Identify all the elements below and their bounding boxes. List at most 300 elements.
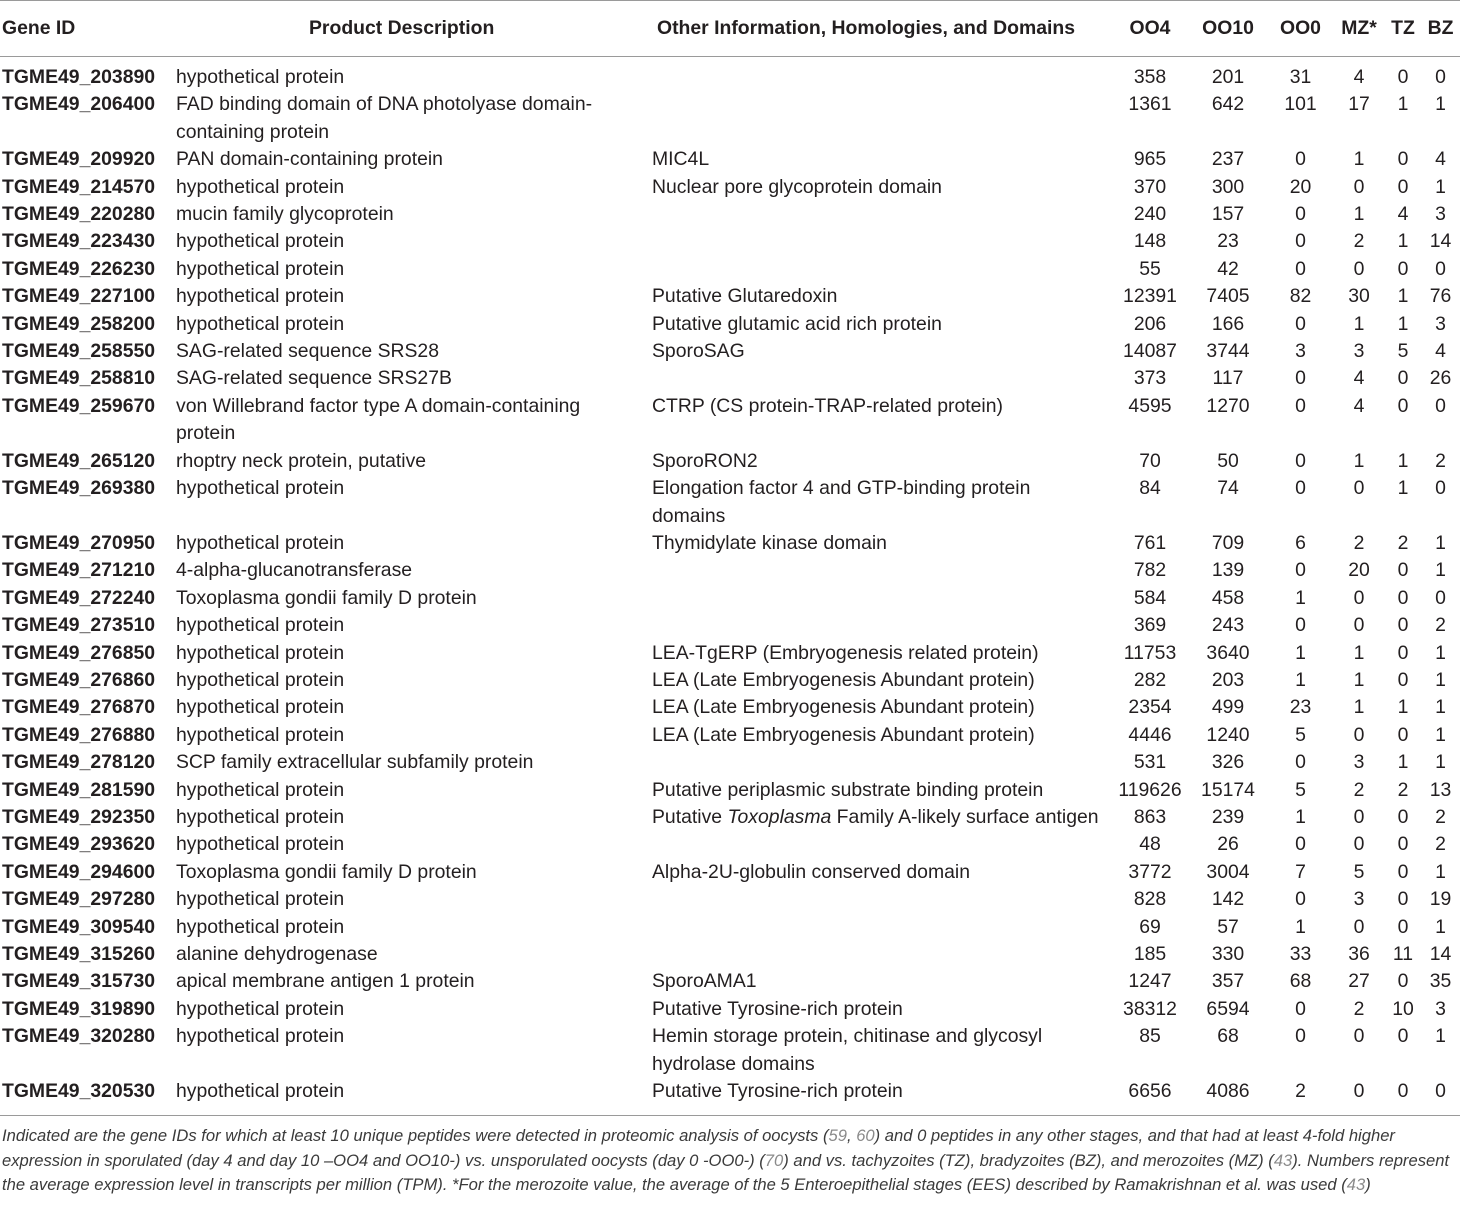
tz-value-cell: 0 xyxy=(1397,833,1409,856)
oo0-value-cell: 0 xyxy=(1295,367,1306,390)
product-description-cell: hypothetical protein xyxy=(176,66,345,88)
bz-value-cell: 26 xyxy=(1429,367,1452,390)
bz-value-cell: 1 xyxy=(1435,915,1446,938)
other-info-cell xyxy=(650,585,1112,612)
tz-value-cell: 1 xyxy=(1397,230,1409,253)
bz-value-cell: 35 xyxy=(1429,970,1452,993)
gene-id-cell: TGME49_203890 xyxy=(2,66,156,88)
bz-value-cell: 14 xyxy=(1429,230,1452,253)
oo0-value-cell: 0 xyxy=(1295,312,1306,335)
oo0-value-cell: 0 xyxy=(1295,203,1306,226)
product-description-cell: hypothetical protein xyxy=(176,175,345,198)
oo10-value-cell: 237 xyxy=(1211,148,1245,171)
tz-value-cell: 1 xyxy=(1397,93,1409,116)
bz-value-cell: 1 xyxy=(1435,531,1446,554)
tz-value-cell: 0 xyxy=(1397,394,1409,417)
bz-value-cell: 2 xyxy=(1435,805,1446,828)
product-description-cell: hypothetical protein xyxy=(176,531,345,554)
other-info-cell xyxy=(650,91,1112,146)
other-info-cell xyxy=(650,941,1112,968)
mz-value-cell: 0 xyxy=(1353,257,1365,280)
oo10-value-cell: 74 xyxy=(1217,477,1239,500)
bz-value-cell: 1 xyxy=(1435,860,1446,883)
oo4-value-cell: 828 xyxy=(1133,888,1167,911)
mz-value-cell: 0 xyxy=(1353,586,1365,609)
other-info-cell xyxy=(650,557,1112,584)
other-info-cell xyxy=(650,831,1112,858)
oo4-value-cell: 206 xyxy=(1133,312,1167,335)
gene-id-cell: TGME49_278120 xyxy=(2,751,156,774)
mz-value-cell: 1 xyxy=(1353,696,1365,719)
product-description-cell: SAG-related sequence SRS28 xyxy=(176,340,440,363)
mz-value-cell: 1 xyxy=(1353,668,1365,691)
other-info-cell xyxy=(650,365,1112,392)
mz-value-cell: 17 xyxy=(1348,93,1370,116)
bz-value-cell: 2 xyxy=(1435,449,1446,472)
tz-value-cell: 1 xyxy=(1397,285,1409,308)
caption-text: , xyxy=(846,1126,857,1145)
product-description-cell: hypothetical protein xyxy=(176,915,345,938)
table-row xyxy=(0,886,1460,913)
table-row xyxy=(0,968,1460,995)
other-info-cell xyxy=(650,612,1112,639)
gene-id-cell: TGME49_227100 xyxy=(2,285,156,308)
product-description-cell: alanine dehydrogenase xyxy=(176,943,378,965)
oo10-value-cell: 117 xyxy=(1212,367,1244,390)
column-header-gene-id: Gene ID xyxy=(0,1,174,57)
tz-value-cell: 0 xyxy=(1397,367,1409,390)
oo0-value-cell: 23 xyxy=(1289,696,1312,719)
oo10-value-cell: 1240 xyxy=(1206,723,1250,746)
mz-value-cell: 0 xyxy=(1353,614,1365,637)
tz-value-cell: 0 xyxy=(1397,805,1409,828)
oo4-value-cell: 55 xyxy=(1139,257,1161,280)
oo10-value-cell: 3744 xyxy=(1206,340,1250,363)
oo0-value-cell: 6 xyxy=(1295,531,1306,554)
table-row xyxy=(0,174,1460,201)
product-description-cell: hypothetical protein xyxy=(176,805,345,828)
tz-value-cell: 4 xyxy=(1397,203,1409,226)
mz-value-cell: 2 xyxy=(1353,531,1365,554)
oo4-value-cell: 48 xyxy=(1139,833,1161,856)
oo4-value-cell: 148 xyxy=(1133,230,1167,253)
table-row xyxy=(0,530,1460,557)
product-description-cell: hypothetical protein xyxy=(176,833,345,856)
column-header-oo4: OO4 xyxy=(1112,1,1188,57)
gene-id-cell: TGME49_292350 xyxy=(2,805,156,828)
other-info-cell: Elongation factor 4 and GTP-binding protein domains xyxy=(652,477,1031,527)
bz-value-cell: 0 xyxy=(1435,257,1446,280)
table-header-row xyxy=(0,1,1460,57)
column-header-oo10: OO10 xyxy=(1188,1,1268,57)
other-info-cell xyxy=(650,57,1112,92)
product-description-cell: rhoptry neck protein, putative xyxy=(176,449,427,472)
oo0-value-cell: 0 xyxy=(1295,230,1306,253)
oo0-value-cell: 7 xyxy=(1295,860,1306,883)
oo4-value-cell: 373 xyxy=(1133,367,1167,390)
gene-id-cell: TGME49_259670 xyxy=(2,394,156,417)
oo10-value-cell: 139 xyxy=(1211,559,1245,582)
mz-value-cell: 0 xyxy=(1333,1078,1385,1116)
oo4-value-cell: 185 xyxy=(1133,943,1167,965)
gene-id-cell: TGME49_265120 xyxy=(2,449,156,472)
oo0-value-cell: 0 xyxy=(1295,257,1306,280)
gene-id-cell: TGME49_320530 xyxy=(0,1078,174,1116)
oo4-value-cell: 6656 xyxy=(1112,1078,1188,1116)
gene-id-cell: TGME49_276860 xyxy=(2,668,156,691)
bz-value-cell: 3 xyxy=(1435,997,1446,1020)
mz-value-cell: 27 xyxy=(1348,970,1370,993)
oo10-value-cell: 166 xyxy=(1211,312,1245,335)
oo0-value-cell: 5 xyxy=(1295,723,1306,746)
column-header-bz: BZ xyxy=(1421,1,1460,57)
oo4-value-cell: 14087 xyxy=(1123,340,1177,363)
oo0-value-cell: 20 xyxy=(1289,175,1312,198)
bz-value-cell: 1 xyxy=(1435,559,1446,582)
product-description-cell: SAG-related sequence SRS27B xyxy=(176,367,452,390)
product-description-cell: PAN domain-containing protein xyxy=(176,148,443,171)
oo4-value-cell: 370 xyxy=(1133,175,1167,198)
table-row xyxy=(0,1078,1460,1116)
product-description-cell: hypothetical protein xyxy=(174,1078,650,1116)
gene-id-cell: TGME49_294600 xyxy=(2,860,156,883)
gene-id-cell: TGME49_273510 xyxy=(2,614,156,637)
gene-id-cell: TGME49_270950 xyxy=(2,531,156,554)
oo0-value-cell: 33 xyxy=(1289,943,1312,965)
bz-value-cell: 2 xyxy=(1435,833,1446,856)
table-row xyxy=(0,146,1460,173)
table-row xyxy=(0,941,1460,968)
bz-value-cell: 4 xyxy=(1435,340,1446,363)
other-info-cell: MIC4L xyxy=(652,148,710,171)
oo10-value-cell: 157 xyxy=(1211,203,1245,226)
mz-value-cell: 20 xyxy=(1348,559,1370,582)
gene-id-cell: TGME49_319890 xyxy=(2,997,156,1020)
other-info-text: Putative xyxy=(652,805,728,828)
gene-id-cell: TGME49_297280 xyxy=(2,888,156,911)
tz-value-cell: 0 xyxy=(1397,668,1409,691)
table-row xyxy=(0,749,1460,776)
oo10-value-cell: 201 xyxy=(1211,66,1245,88)
gene-id-cell: TGME49_276880 xyxy=(2,723,156,746)
mz-value-cell: 4 xyxy=(1353,394,1365,417)
product-description-cell: FAD binding domain of DNA photolyase domain-containing protein xyxy=(176,93,593,143)
product-description-cell: hypothetical protein xyxy=(176,312,345,335)
citation-ref[interactable]: 43 xyxy=(1346,1175,1366,1195)
bz-value-cell: 2 xyxy=(1435,614,1446,637)
other-info-cell: LEA-TgERP (Embryogenesis related protein) xyxy=(652,641,1039,664)
oo4-value-cell: 4446 xyxy=(1128,723,1172,746)
table-row xyxy=(0,859,1460,886)
mz-value-cell: 0 xyxy=(1353,175,1365,198)
oo10-value-cell: 203 xyxy=(1211,668,1245,691)
table-row xyxy=(0,777,1460,804)
citation-ref[interactable]: 70 xyxy=(764,1150,784,1170)
table-row xyxy=(0,311,1460,338)
tz-value-cell: 1 xyxy=(1397,312,1409,335)
gene-id-cell: TGME49_293620 xyxy=(2,833,156,856)
column-header-oo0: OO0 xyxy=(1268,1,1333,57)
oo10-value-cell: 499 xyxy=(1211,696,1245,719)
caption-text: ) xyxy=(1365,1175,1371,1195)
gene-id-cell: TGME49_272240 xyxy=(2,586,156,609)
oo10-value-cell: 57 xyxy=(1217,915,1239,938)
mz-value-cell: 3 xyxy=(1353,751,1365,774)
bz-value-cell: 1 xyxy=(1435,641,1446,664)
tz-value-cell: 0 xyxy=(1397,175,1409,198)
oo0-value-cell: 0 xyxy=(1295,394,1306,417)
oo0-value-cell: 101 xyxy=(1284,93,1317,116)
oo4-value-cell: 4595 xyxy=(1128,394,1172,417)
oo0-value-cell: 68 xyxy=(1289,970,1312,993)
tz-value-cell: 0 xyxy=(1397,257,1409,280)
table-body xyxy=(0,57,1460,1116)
oo10-value-cell: 3004 xyxy=(1206,860,1250,883)
mz-value-cell: 0 xyxy=(1353,833,1365,856)
tz-value-cell: 0 xyxy=(1397,888,1409,911)
other-info-cell: Thymidylate kinase domain xyxy=(652,531,887,554)
bz-value-cell: 1 xyxy=(1435,723,1446,746)
other-info-cell: SporoSAG xyxy=(652,340,745,363)
mz-value-cell: 1 xyxy=(1353,148,1365,171)
other-info-cell: LEA (Late Embryogenesis Abundant protein) xyxy=(652,668,1035,691)
product-description-cell: Toxoplasma gondii family D protein xyxy=(176,860,477,883)
table-row xyxy=(0,612,1460,639)
oo4-value-cell: 3772 xyxy=(1128,860,1172,883)
oo0-value-cell: 0 xyxy=(1295,888,1306,911)
bz-value-cell: 0 xyxy=(1435,586,1446,609)
tz-value-cell: 0 xyxy=(1385,1078,1421,1116)
oo10-value-cell: 326 xyxy=(1211,751,1245,774)
oo10-value-cell: 3640 xyxy=(1206,641,1250,664)
oo0-value-cell: 0 xyxy=(1295,614,1306,637)
other-info-cell: LEA (Late Embryogenesis Abundant protein) xyxy=(652,696,1035,719)
product-description-cell: hypothetical protein xyxy=(176,1025,345,1048)
column-header-product-description: Product Description xyxy=(174,1,650,57)
mz-value-cell: 30 xyxy=(1348,285,1370,308)
table-row xyxy=(0,393,1460,448)
bz-value-cell: 3 xyxy=(1435,312,1446,335)
caption-text: ) and 0 peptides in any other stages, and that had at least 4-fold higher expression in sporulated (day 4 and day 10 –OO4 and OO10-) vs. unsporulated oocysts (day 0 -OO0-) ( xyxy=(2,1126,1395,1170)
bz-value-cell: 13 xyxy=(1429,778,1452,801)
tz-value-cell: 1 xyxy=(1397,751,1409,774)
gene-id-cell: TGME49_276870 xyxy=(2,696,156,719)
tz-value-cell: 2 xyxy=(1397,778,1409,801)
product-description-cell: hypothetical protein xyxy=(176,696,345,719)
gene-id-cell: TGME49_226230 xyxy=(2,257,156,280)
tz-value-cell: 0 xyxy=(1397,915,1409,938)
mz-value-cell: 2 xyxy=(1353,778,1365,801)
oo10-value-cell: 642 xyxy=(1211,93,1245,116)
bz-value-cell: 1 xyxy=(1435,93,1446,116)
oo4-value-cell: 584 xyxy=(1133,586,1167,609)
oo10-value-cell: 142 xyxy=(1211,888,1245,911)
table-row xyxy=(0,283,1460,310)
oo0-value-cell: 2 xyxy=(1268,1078,1333,1116)
oo4-value-cell: 85 xyxy=(1139,1025,1161,1048)
oo4-value-cell: 1247 xyxy=(1128,970,1172,993)
oo4-value-cell: 84 xyxy=(1139,477,1161,500)
product-description-cell: von Willebrand factor type A domain-containing protein xyxy=(176,394,581,445)
mz-value-cell: 3 xyxy=(1353,340,1365,363)
gene-id-cell: TGME49_209920 xyxy=(2,148,156,171)
oo4-value-cell: 1361 xyxy=(1128,93,1172,116)
gene-id-cell: TGME49_214570 xyxy=(2,175,156,198)
product-description-cell: hypothetical protein xyxy=(176,723,345,746)
oo4-value-cell: 761 xyxy=(1133,531,1167,554)
table-row xyxy=(0,1023,1460,1078)
oo0-value-cell: 5 xyxy=(1295,778,1306,801)
table-row xyxy=(0,228,1460,255)
bz-value-cell: 1 xyxy=(1435,751,1446,774)
bz-value-cell: 1 xyxy=(1435,175,1446,198)
other-info-cell: Putative glutamic acid rich protein xyxy=(652,312,942,335)
oo10-value-cell: 7405 xyxy=(1206,285,1250,308)
other-info-cell xyxy=(650,886,1112,913)
bz-value-cell: 0 xyxy=(1435,477,1446,500)
mz-value-cell: 4 xyxy=(1353,367,1365,390)
oo0-value-cell: 1 xyxy=(1295,641,1306,664)
product-description-cell: hypothetical protein xyxy=(176,257,345,280)
oo4-value-cell: 12391 xyxy=(1123,285,1177,308)
other-info-cell: SporoAMA1 xyxy=(652,970,757,993)
other-info-cell: CTRP (CS protein-TRAP-related protein) xyxy=(652,394,1003,417)
mz-value-cell: 5 xyxy=(1353,860,1365,883)
oo10-value-cell: 1270 xyxy=(1206,394,1250,417)
oo10-value-cell: 243 xyxy=(1211,614,1245,637)
other-info-cell xyxy=(650,804,1112,831)
product-description-cell: hypothetical protein xyxy=(176,230,345,253)
table-row xyxy=(0,365,1460,392)
product-description-cell: hypothetical protein xyxy=(176,614,345,637)
mz-value-cell: 2 xyxy=(1353,230,1365,253)
product-description-cell: hypothetical protein xyxy=(176,641,345,664)
bz-value-cell: 19 xyxy=(1429,888,1452,911)
table-row xyxy=(0,57,1460,92)
gene-id-cell: TGME49_320280 xyxy=(2,1025,156,1048)
table-row xyxy=(0,914,1460,941)
citation-ref[interactable]: 43 xyxy=(1273,1150,1293,1170)
citation-ref[interactable]: 59 xyxy=(828,1126,847,1145)
other-info-cell: SporoRON2 xyxy=(652,449,758,472)
other-info-italic-text: Toxoplasma xyxy=(727,805,832,828)
bz-value-cell: 3 xyxy=(1435,203,1446,226)
bz-value-cell: 1 xyxy=(1435,668,1446,691)
gene-id-cell: TGME49_258200 xyxy=(2,312,156,335)
bz-value-cell: 0 xyxy=(1435,394,1446,417)
mz-value-cell: 4 xyxy=(1353,66,1365,88)
tz-value-cell: 1 xyxy=(1397,696,1409,719)
bz-value-cell: 1 xyxy=(1435,696,1446,719)
tz-value-cell: 0 xyxy=(1397,614,1409,637)
other-info-cell: Putative Tyrosine-rich protein xyxy=(652,997,903,1020)
table-row xyxy=(0,557,1460,584)
other-info-text: Family A-likely surface antigen xyxy=(831,805,1099,828)
tz-value-cell: 0 xyxy=(1397,1025,1409,1048)
oo4-value-cell: 531 xyxy=(1133,751,1167,774)
oo10-value-cell: 357 xyxy=(1211,970,1245,993)
mz-value-cell: 0 xyxy=(1353,477,1365,500)
other-info-cell: Nuclear pore glycoprotein domain xyxy=(652,175,942,198)
oo0-value-cell: 82 xyxy=(1289,285,1312,308)
tz-value-cell: 0 xyxy=(1397,586,1409,609)
oo4-value-cell: 282 xyxy=(1133,668,1167,691)
oo10-value-cell: 68 xyxy=(1217,1025,1239,1048)
other-info-cell xyxy=(650,256,1112,283)
column-header-tz: TZ xyxy=(1385,1,1421,57)
tz-value-cell: 0 xyxy=(1397,970,1409,993)
table-row xyxy=(0,722,1460,749)
tz-value-cell: 0 xyxy=(1397,723,1409,746)
mz-value-cell: 36 xyxy=(1348,943,1370,965)
oo10-value-cell: 4086 xyxy=(1188,1078,1268,1116)
mz-value-cell: 0 xyxy=(1353,723,1365,746)
oo4-value-cell: 119626 xyxy=(1118,778,1182,801)
product-description-cell: hypothetical protein xyxy=(176,888,345,911)
mz-value-cell: 0 xyxy=(1353,1025,1365,1048)
product-description-cell: apical membrane antigen 1 protein xyxy=(176,970,475,993)
table-row xyxy=(0,804,1460,831)
mz-value-cell: 0 xyxy=(1353,805,1365,828)
oo4-value-cell: 240 xyxy=(1133,203,1167,226)
table-row xyxy=(0,694,1460,721)
bz-value-cell: 4 xyxy=(1435,148,1446,171)
product-description-cell: SCP family extracellular subfamily protein xyxy=(176,751,534,774)
gene-id-cell: TGME49_269380 xyxy=(2,477,156,500)
other-info-cell: Putative periplasmic substrate binding protein xyxy=(652,778,1044,801)
oo0-value-cell: 1 xyxy=(1295,586,1306,609)
column-header-mz: MZ* xyxy=(1333,1,1385,57)
other-info-cell xyxy=(650,914,1112,941)
mz-value-cell: 1 xyxy=(1353,449,1365,472)
tz-value-cell: 0 xyxy=(1397,641,1409,664)
gene-id-cell: TGME49_271210 xyxy=(2,559,156,582)
product-description-cell: Toxoplasma gondii family D protein xyxy=(176,586,477,609)
citation-ref[interactable]: 60 xyxy=(856,1126,875,1145)
oo10-value-cell: 42 xyxy=(1217,257,1239,280)
oo10-value-cell: 15174 xyxy=(1201,778,1255,801)
tz-value-cell: 0 xyxy=(1397,66,1409,88)
tz-value-cell: 0 xyxy=(1397,559,1409,582)
oo0-value-cell: 0 xyxy=(1295,449,1306,472)
tz-value-cell: 0 xyxy=(1397,860,1409,883)
oo10-value-cell: 23 xyxy=(1217,230,1239,253)
oo10-value-cell: 6594 xyxy=(1206,997,1250,1020)
product-description-cell: hypothetical protein xyxy=(176,668,345,691)
gene-id-cell: TGME49_276850 xyxy=(2,641,156,664)
table-row xyxy=(0,475,1460,530)
oo4-value-cell: 358 xyxy=(1133,66,1167,88)
other-info-cell: Putative Glutaredoxin xyxy=(652,285,838,308)
bz-value-cell: 0 xyxy=(1421,1078,1460,1116)
table-row xyxy=(0,640,1460,667)
bz-value-cell: 1 xyxy=(1435,1025,1446,1048)
gene-id-cell: TGME49_220280 xyxy=(2,203,156,226)
oo4-value-cell: 863 xyxy=(1133,805,1167,828)
other-info-cell: Putative Tyrosine-rich protein xyxy=(650,1078,1112,1116)
oo0-value-cell: 1 xyxy=(1295,668,1306,691)
gene-id-cell: TGME49_206400 xyxy=(2,93,156,116)
other-info-cell xyxy=(650,749,1112,776)
oo0-value-cell: 0 xyxy=(1295,997,1306,1020)
mz-value-cell: 1 xyxy=(1353,312,1365,335)
other-info-cell xyxy=(650,228,1112,255)
oo10-value-cell: 458 xyxy=(1211,586,1245,609)
caption-text: ). Numbers represent the average expression level in transcripts per million (TPM). *For the merozoite value, the average of the 5 Enteroepithelial stages (EES) described by Ramakrishnan et al. was used ( xyxy=(2,1150,1450,1195)
table-caption xyxy=(2,1124,1458,1198)
table-row xyxy=(0,338,1460,365)
oo4-value-cell: 69 xyxy=(1139,915,1161,938)
